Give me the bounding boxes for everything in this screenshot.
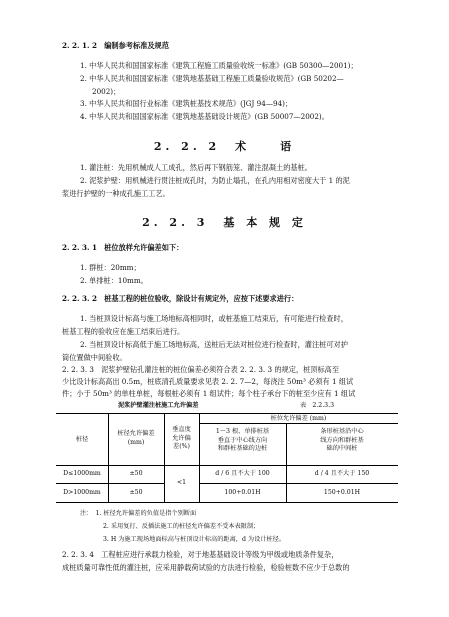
- header-position-tolerance: 桩位允许偏差 (mm): [270, 415, 327, 422]
- term-item-continued: 浆进行护壁的一种成孔施工工艺。: [62, 189, 170, 198]
- section-2-2-3-3-line: 2. 2. 3. 3 泥浆护壁钻孔灌注桩的桩位偏差必须符合表 2. 2. 3. 3 的规定，桩顶标高至: [62, 365, 340, 374]
- table-note: 2. 采用复打、反插法施工的桩径允许偏差不受本表限制；: [103, 523, 260, 530]
- pile-tolerance-table: [56, 402, 398, 503]
- reference-item: 2. 中华人民共和国国家标准《建筑地基基础工程施工质量验收规范》(GB 50202—: [80, 74, 344, 83]
- tolerance-item: 2. 单排桩：10mm。: [80, 276, 148, 285]
- table-cell: ±50: [129, 489, 143, 496]
- header-middle-piles: 条形桩基沿中心 线方向和群桩基 础的中间桩: [320, 428, 364, 452]
- table-cell: D≤1000mm: [63, 470, 101, 477]
- table-cell: D>1000mm: [63, 489, 101, 496]
- section-2-2-3-title: 2. 2. 3 基 本 规 定: [142, 216, 307, 229]
- table-cell: 150+0.01H: [323, 489, 361, 496]
- header-verticality: 垂直度 允许偏 差(%): [172, 426, 191, 450]
- table-note: 3. H 为施工现场地面标高与桩顶设计标高的距离，d 为设计桩径。: [103, 536, 286, 543]
- table-cell: d / 6 且不大于 100: [215, 470, 270, 477]
- section-2-2-3-3-line: 少比设计标高高出 0.5m，桩底清孔质量要求见表 2. 2. 7—2，每浇注 50m³ 必须有 1 组试: [62, 377, 354, 386]
- reference-item: 4. 中华人民共和国国家标准《建筑地基基础设计规范》(GB 50007—2002)。: [80, 112, 329, 121]
- table-number: 表 2.2.3.3: [300, 402, 335, 409]
- table-row-divider: [199, 483, 398, 484]
- paragraph-line: 1. 当桩顶设计标高与施工场地标高相同时，或桩基施工结束后，有可能进行检查时，: [80, 314, 348, 323]
- reference-item-continued: 2002)；: [92, 87, 121, 96]
- term-item: 2. 泥浆护壁：用机械进行贯注桩成孔时，为防止塌孔，在孔内用相对密度大于 1 的泥: [80, 176, 350, 185]
- table-note: 注： 1. 桩径允许偏差的负值是指个别断面: [80, 510, 197, 517]
- table-cell-verticality: <1: [176, 479, 187, 486]
- header-diameter-tolerance: 桩径允许偏差 (mm): [117, 430, 155, 446]
- table-caption: 泥浆护壁灌注桩施工允许偏差: [118, 402, 199, 409]
- section-2-2-1-2-heading: 2. 2. 1. 2 编制参考标准及规范: [62, 41, 169, 50]
- section-2-2-2-title: 2. 2. 2 术 语: [153, 140, 296, 153]
- paragraph-line: 筒位置做中间验收。: [62, 353, 127, 362]
- tolerance-item: 1. 群桩：20mm；: [80, 263, 141, 272]
- table-cell: 100+0.01H: [224, 489, 261, 496]
- table-row-divider: [56, 483, 164, 484]
- reference-item: 1. 中华人民共和国国家标准《建筑工程施工质量验收统一标准》(GB 50300—2001)；: [80, 61, 358, 70]
- section-2-2-3-4-line: 2. 2. 3. 4 工程桩应进行承载力检验，对于地基基础设计等级为甲级或地质条件复杂，: [62, 550, 339, 559]
- section-2-2-3-4-line: 成桩质量可靠性低的灌注桩，应采用静载荷试验的方法进行检验，检验桩数不应少于总数的: [62, 563, 350, 572]
- table-cell: ±50: [129, 470, 143, 477]
- reference-item: 3. 中华人民共和国行业标准《建筑桩基技术规范》(JGJ 94—94)；: [80, 99, 293, 108]
- section-2-2-3-1-heading: 2. 2. 3. 1 桩位放样允许偏差如下：: [62, 243, 184, 252]
- paragraph-line: 桩基工程的验收应在施工结束后进行。: [62, 327, 185, 336]
- section-2-2-3-2-heading: 2. 2. 3. 2 桩基工程的桩位验收，除设计有规定外，应按下述要求进行：: [62, 294, 299, 303]
- table-row-divider: [56, 465, 398, 466]
- term-item: 1. 灌注桩：先用机械成人工成孔，然后再下钢筋笼、灌注混凝土的基桩。: [80, 163, 312, 172]
- header-edge-piles: 1～3 根、单排桩基 垂直于中心线方向 和群桩基础的边桩: [215, 428, 270, 452]
- table-cell: d / 4 且不大于 150: [314, 470, 370, 477]
- header-pile-diameter: 桩径: [75, 436, 89, 443]
- paragraph-line: 2. 当桩顶设计标高低于施工场地标高，送桩后无法对桩位进行检查时，灌注桩可对护: [80, 340, 348, 349]
- section-2-2-3-3-line: 件；小于 50m³ 的单柱单桩，每根桩必须有 1 组试件；每个柱子承台下的桩至少应有 1 组试: [62, 389, 356, 398]
